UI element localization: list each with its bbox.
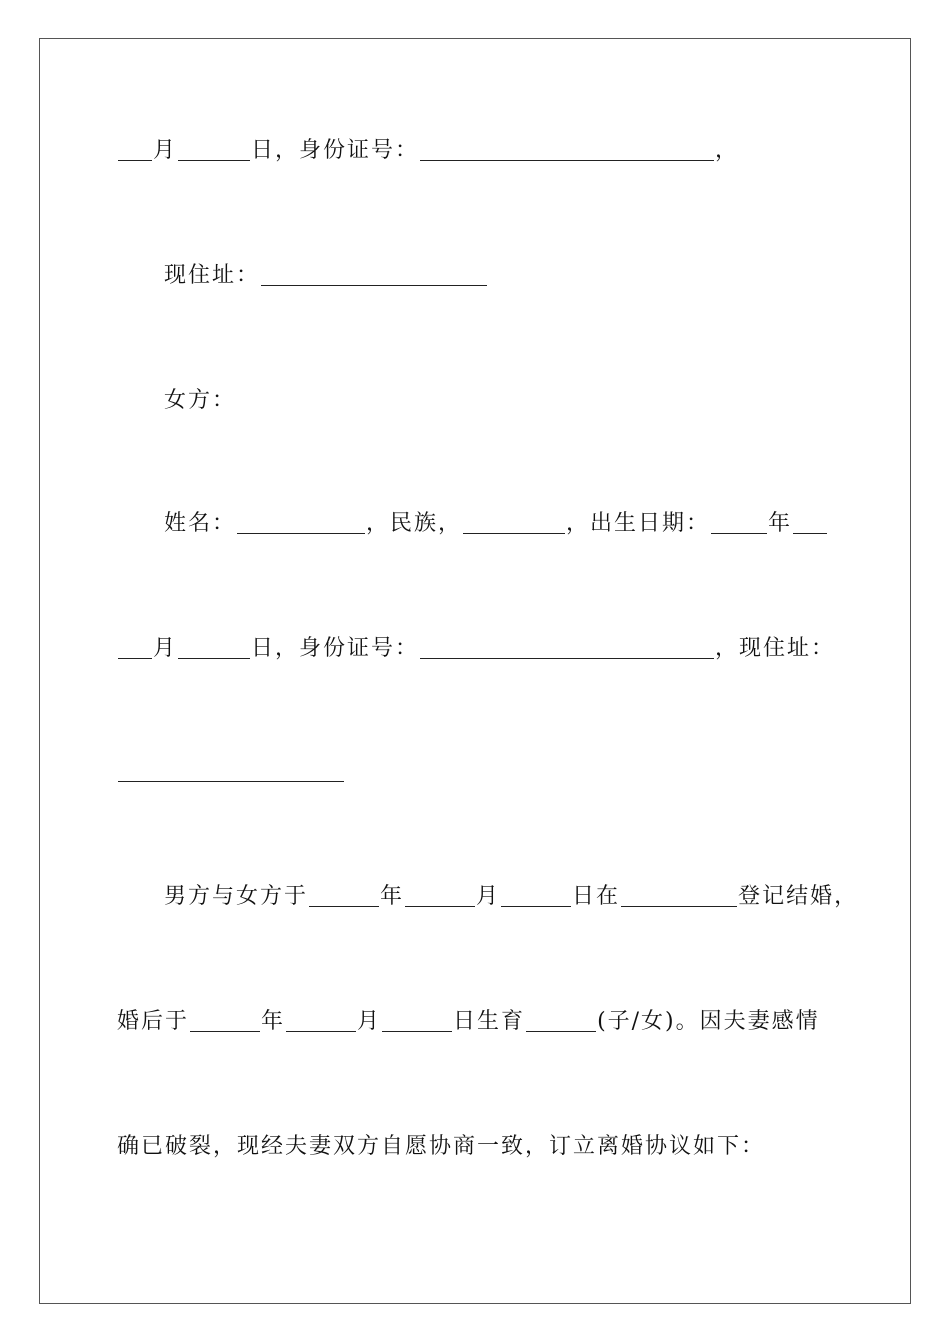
blank-field bbox=[420, 636, 714, 659]
line-children: 婚后于 年 月 日生育 (子/女)。因夫妻感情 bbox=[117, 1009, 820, 1034]
blank-field bbox=[463, 511, 565, 534]
blank-field bbox=[526, 1009, 596, 1032]
line-agreement-intro: 确已破裂，现经夫妻双方自愿协商一致，订立离婚协议如下： bbox=[117, 1134, 766, 1159]
blank-field bbox=[118, 636, 152, 659]
blank-field bbox=[793, 511, 827, 534]
blank-field bbox=[309, 884, 379, 907]
line-address: 现住址： bbox=[164, 262, 488, 290]
blank-field bbox=[711, 511, 767, 534]
blank-field bbox=[501, 884, 571, 907]
blank-field bbox=[286, 1009, 356, 1032]
line-birth-id: 月 日，身份证号： ， bbox=[117, 137, 739, 165]
blank-field bbox=[178, 636, 250, 659]
blank-field bbox=[261, 263, 487, 286]
blank-field bbox=[420, 138, 714, 161]
blank-field bbox=[190, 1009, 260, 1032]
line-address-blank bbox=[117, 758, 345, 786]
blank-field bbox=[405, 884, 475, 907]
blank-field bbox=[382, 1009, 452, 1032]
line-female-heading: 女方： bbox=[164, 388, 237, 413]
line-birth-id-address: 月 日，身份证号： ，现住址： bbox=[117, 635, 835, 663]
line-marriage-registration: 男方与女方于 年 月 日在 登记结婚， bbox=[164, 884, 859, 909]
blank-field bbox=[237, 511, 365, 534]
line-name-ethnicity: 姓名： ，民族， ，出生日期： 年 bbox=[164, 510, 828, 538]
blank-field bbox=[118, 138, 152, 161]
blank-field bbox=[621, 884, 737, 907]
blank-field bbox=[118, 759, 344, 782]
page-border bbox=[39, 38, 911, 1304]
blank-field bbox=[178, 138, 250, 161]
